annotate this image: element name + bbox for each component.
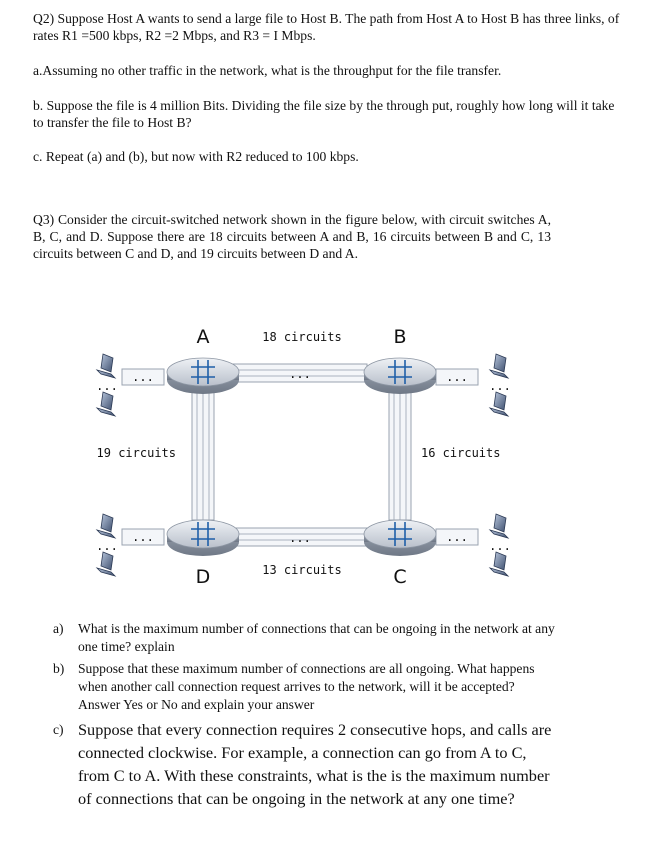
ellipsis-dc: ... (289, 531, 311, 545)
computer-icon (97, 514, 115, 538)
question-text: Suppose that every connection requires 2 consecutive hops, and calls are connected clockwise. For example, a connection can go from A to C, from C to A. With these constraints, what is the is the maximum number of connections that can be ongoing in the network at any one time? (78, 720, 552, 808)
label-cd-circuits: 13 circuits (262, 563, 342, 577)
list-item (53, 660, 558, 714)
label-bc-circuits: 16 circuits (421, 446, 501, 460)
label-da-circuits: 19 circuits (96, 446, 176, 460)
ellipsis-hosts-bl: ... (96, 539, 118, 553)
ellipsis-host-b: ... (446, 370, 468, 384)
list-item (53, 620, 558, 656)
q3-intro: Q3) Consider the circuit-switched network shown in the figure below, with circuit switches A, B, C, and D. Suppose there are 18 circuits between A and B, 16 circuits between B and C, 13 circuits between C and D, and 19 circuits between D and A. (33, 212, 551, 261)
computer-icon (97, 392, 115, 416)
switch-b (364, 358, 436, 394)
computer-icon (490, 392, 508, 416)
switch-c-label: C (393, 566, 407, 588)
ellipsis-ab: ... (289, 367, 311, 381)
switch-d-label: D (195, 566, 211, 588)
ellipsis-hosts-tl: ... (96, 379, 118, 393)
q2-part-a: a.Assuming no other traffic in the network, what is the throughput for the file transfer. (33, 63, 502, 78)
q2-intro: Q2) Suppose Host A wants to send a large file to Host B. The path from Host A to Host B has three links, of rates R1 =500 kbps, R2 =2 Mbps, and R3 = I Mbps. (33, 11, 620, 43)
computer-icon (490, 514, 508, 538)
link-b-c (389, 388, 411, 520)
q3-question-list (53, 620, 558, 814)
ellipsis-host-c: ... (446, 530, 468, 544)
question-text: What is the maximum number of connections that can be ongoing in the network at any one time? explain (78, 621, 555, 654)
question-marker: a) (53, 621, 64, 636)
switch-b-label: B (393, 326, 407, 348)
ellipsis-hosts-br: ... (489, 539, 511, 553)
question-text: Suppose that these maximum number of connections are all ongoing. What happens when another call connection request arrives to the network, will it be accepted? Answer Yes or No and explain your answer (78, 661, 535, 712)
q2-part-b: b. Suppose the file is 4 million Bits. Dividing the file size by the through put, roughly how long will it take to transfer the file to Host B? (33, 98, 615, 130)
label-ab-circuits: 18 circuits (262, 330, 342, 344)
question-marker: b) (53, 661, 65, 676)
ellipsis-host-d: ... (132, 530, 154, 544)
switch-c (364, 520, 436, 556)
computer-icon (97, 354, 115, 378)
computer-icon (490, 354, 508, 378)
ellipsis-hosts-tr: ... (489, 379, 511, 393)
computer-icon (97, 552, 115, 576)
computer-icon (490, 552, 508, 576)
ellipsis-host-a: ... (132, 370, 154, 384)
circuit-network-diagram (90, 318, 530, 598)
switch-a (167, 358, 239, 394)
switch-a-label: A (196, 326, 210, 348)
question-marker: c) (53, 722, 64, 737)
switch-d (167, 520, 239, 556)
list-item (53, 718, 558, 810)
q2-part-c: c. Repeat (a) and (b), but now with R2 reduced to 100 kbps. (33, 149, 359, 164)
link-d-a (192, 388, 214, 520)
